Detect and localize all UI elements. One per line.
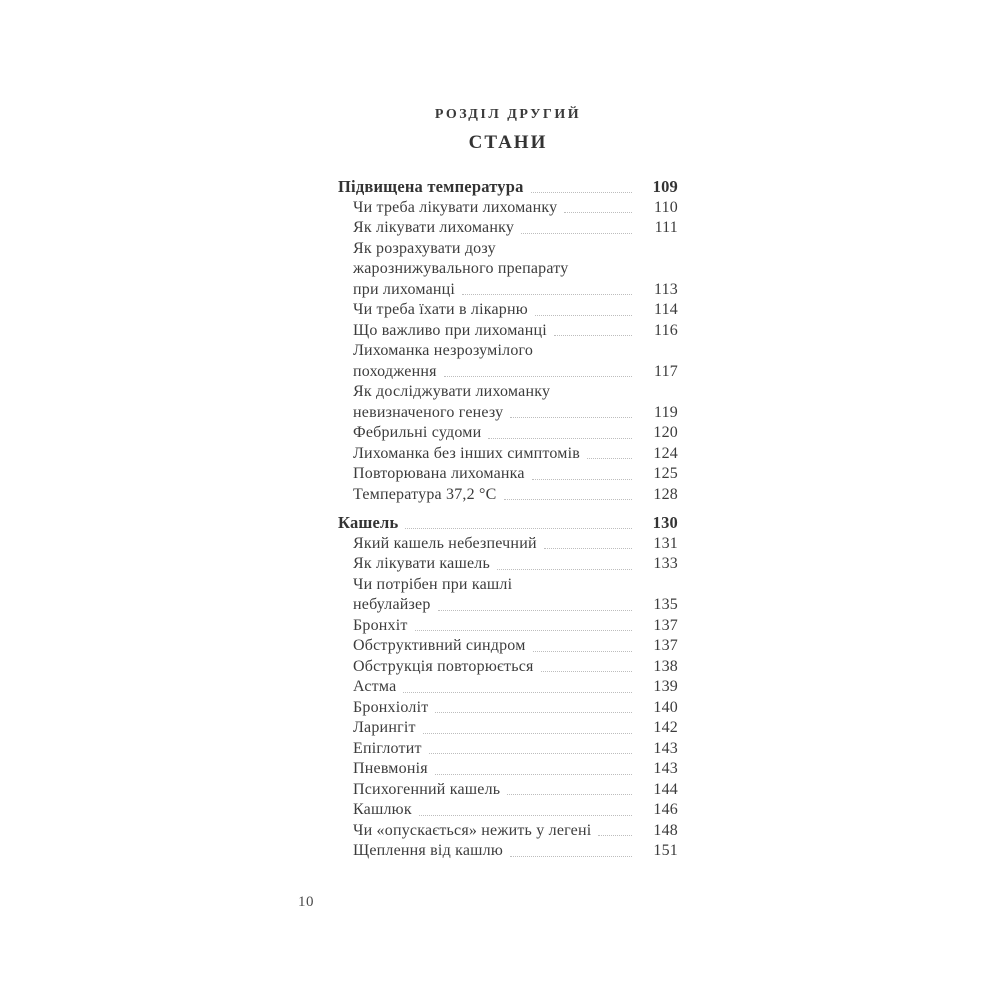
dotted-leader — [507, 794, 632, 795]
toc-entry-label: походження — [353, 362, 437, 380]
toc-entry-label: Чи потрібен при кашлі — [353, 575, 513, 593]
dotted-leader — [415, 630, 632, 631]
toc-item-row — [338, 554, 678, 575]
toc-entry-label: Чи треба лікувати лихоманку — [353, 198, 558, 216]
toc-entry-page: 143 — [653, 739, 678, 757]
toc-item-row — [338, 444, 678, 465]
dotted-leader — [497, 569, 632, 570]
dotted-leader — [564, 212, 632, 213]
toc-item-row — [338, 595, 678, 616]
table-of-contents — [338, 177, 678, 862]
toc-item-row — [338, 464, 678, 485]
toc-item-row — [338, 259, 678, 280]
dotted-leader — [438, 610, 632, 611]
toc-entry-page: 139 — [653, 678, 678, 695]
toc-entry-page: 113 — [653, 280, 678, 298]
toc-item-row — [338, 677, 678, 698]
dotted-leader — [403, 692, 632, 693]
toc-item-row — [338, 280, 678, 301]
toc-entry-page: 148 — [653, 821, 678, 839]
toc-entry-label: Лихоманка незрозумілого — [353, 342, 534, 359]
toc-entry-label: Як лікувати лихоманку — [353, 219, 515, 236]
toc-entry-page: 131 — [653, 534, 678, 552]
toc-entry-label: Обструкція повторюється — [353, 657, 534, 675]
toc-item-row — [338, 534, 678, 555]
toc-entry-label: Як лікувати кашель — [353, 555, 490, 572]
toc-entry-page: 144 — [653, 780, 678, 798]
toc-entry-label: Кашель — [338, 513, 399, 532]
toc-entry-page: 142 — [653, 719, 678, 736]
toc-entry-label: при лихоманці — [353, 280, 456, 298]
dotted-leader — [444, 376, 632, 377]
toc-entry-page: 151 — [653, 842, 678, 859]
dotted-leader — [544, 548, 632, 549]
toc-item-row — [338, 198, 678, 219]
toc-entry-label: невизначеного генезу — [353, 403, 504, 421]
toc-entry-page: 124 — [653, 444, 678, 462]
dotted-leader — [429, 753, 632, 754]
toc-entry-label: Бронхіоліт — [353, 698, 429, 716]
dotted-leader — [587, 458, 632, 459]
toc-entry-label: Як розрахувати дозу — [353, 239, 496, 257]
chapter-title: СТАНИ — [468, 132, 548, 153]
dotted-leader — [435, 712, 632, 713]
toc-entry-page: 130 — [652, 513, 678, 532]
toc-entry-label: Обструктивний синдром — [353, 637, 526, 654]
toc-item-row — [338, 362, 678, 383]
toc-entry-page: 128 — [653, 485, 678, 503]
toc-entry-page: 125 — [653, 465, 678, 482]
toc-item-row — [338, 759, 678, 780]
toc-entry-label: жарознижувального препарату — [353, 260, 569, 277]
toc-entry-label: Який кашель небезпечний — [353, 534, 537, 552]
dotted-leader — [423, 733, 632, 734]
dotted-leader — [405, 528, 632, 529]
dotted-leader — [598, 835, 632, 836]
toc-item-row — [338, 382, 678, 403]
dotted-leader — [541, 671, 632, 672]
toc-entry-label: Психогенний кашель — [353, 780, 501, 798]
dotted-leader — [533, 651, 632, 652]
toc-item-row — [338, 657, 678, 678]
toc-entry-page: 140 — [653, 698, 678, 716]
toc-entry-label: Щеплення від кашлю — [353, 842, 504, 859]
toc-item-row — [338, 718, 678, 739]
toc-entry-page: 133 — [653, 555, 678, 572]
toc-entry-page: 137 — [653, 616, 678, 634]
toc-entry-page: 110 — [653, 198, 678, 216]
toc-entry-page: 143 — [653, 760, 678, 777]
toc-entry-page: 146 — [653, 801, 678, 818]
toc-item-row — [338, 636, 678, 657]
toc-entry-label: Епіглотит — [353, 739, 422, 757]
dotted-leader — [510, 856, 632, 857]
toc-entry-label: Чи «опускається» нежить у легені — [353, 821, 592, 839]
toc-entry-label: Підвищена температура — [338, 177, 524, 196]
toc-item-row — [338, 800, 678, 821]
toc-section — [338, 177, 678, 505]
toc-entry-label: Бронхіт — [353, 616, 408, 634]
dotted-leader — [531, 192, 632, 193]
toc-entry-label: Чи треба їхати в лікарню — [353, 301, 528, 318]
dotted-leader — [510, 417, 632, 418]
toc-entry-label: Лихоманка без інших симптомів — [353, 444, 581, 462]
dotted-leader — [535, 315, 632, 316]
toc-entry-page: 119 — [653, 403, 678, 421]
toc-item-row — [338, 841, 678, 862]
toc-entry-label: Повторювана лихоманка — [353, 465, 525, 482]
dotted-leader — [504, 499, 633, 500]
toc-item-row — [338, 218, 678, 239]
toc-entry-label: Кашлюк — [353, 801, 412, 818]
dotted-leader — [488, 438, 632, 439]
toc-item-row — [338, 341, 678, 362]
toc-entry-label: Пневмонія — [353, 760, 428, 777]
dotted-leader — [462, 294, 632, 295]
toc-entry-label: Ларингіт — [353, 719, 416, 736]
toc-entry-page: 109 — [652, 177, 678, 196]
toc-entry-label: Астма — [353, 678, 397, 695]
dotted-leader — [532, 479, 632, 480]
toc-section-row — [338, 177, 678, 198]
toc-entry-page: 137 — [653, 637, 678, 654]
toc-item-row — [338, 575, 678, 596]
toc-entry-label: Температура 37,2 °С — [353, 485, 497, 503]
toc-item-row — [338, 403, 678, 424]
toc-entry-page: 114 — [653, 301, 678, 318]
toc-section-row — [338, 513, 678, 534]
toc-item-row — [338, 239, 678, 260]
toc-entry-label: небулайзер — [353, 596, 431, 613]
toc-item-row — [338, 821, 678, 842]
toc-item-row — [338, 698, 678, 719]
toc-item-row — [338, 300, 678, 321]
toc-entry-label: Що важливо при лихоманці — [353, 321, 547, 339]
toc-item-row — [338, 616, 678, 637]
dotted-leader — [435, 774, 632, 775]
toc-section — [338, 513, 678, 862]
toc-item-row — [338, 739, 678, 760]
toc-entry-page: 135 — [653, 596, 678, 613]
chapter-heading — [338, 106, 678, 154]
dotted-leader — [521, 233, 632, 234]
toc-entry-label: Фебрильні судоми — [353, 424, 482, 441]
chapter-label: РОЗДІЛ ДРУГИЙ — [434, 107, 582, 122]
toc-item-row — [338, 321, 678, 342]
toc-entry-page: 120 — [653, 424, 678, 441]
toc-entry-page: 138 — [653, 657, 678, 675]
toc-entry-page: 111 — [654, 219, 678, 236]
page-number: 10 — [298, 894, 314, 910]
dotted-leader — [554, 335, 632, 336]
toc-item-row — [338, 780, 678, 801]
toc-entry-page: 116 — [653, 321, 678, 339]
toc-item-row — [338, 423, 678, 444]
toc-entry-page: 117 — [653, 362, 678, 380]
toc-item-row — [338, 485, 678, 506]
toc-entry-label: Як досліджувати лихоманку — [353, 383, 551, 400]
dotted-leader — [419, 815, 632, 816]
